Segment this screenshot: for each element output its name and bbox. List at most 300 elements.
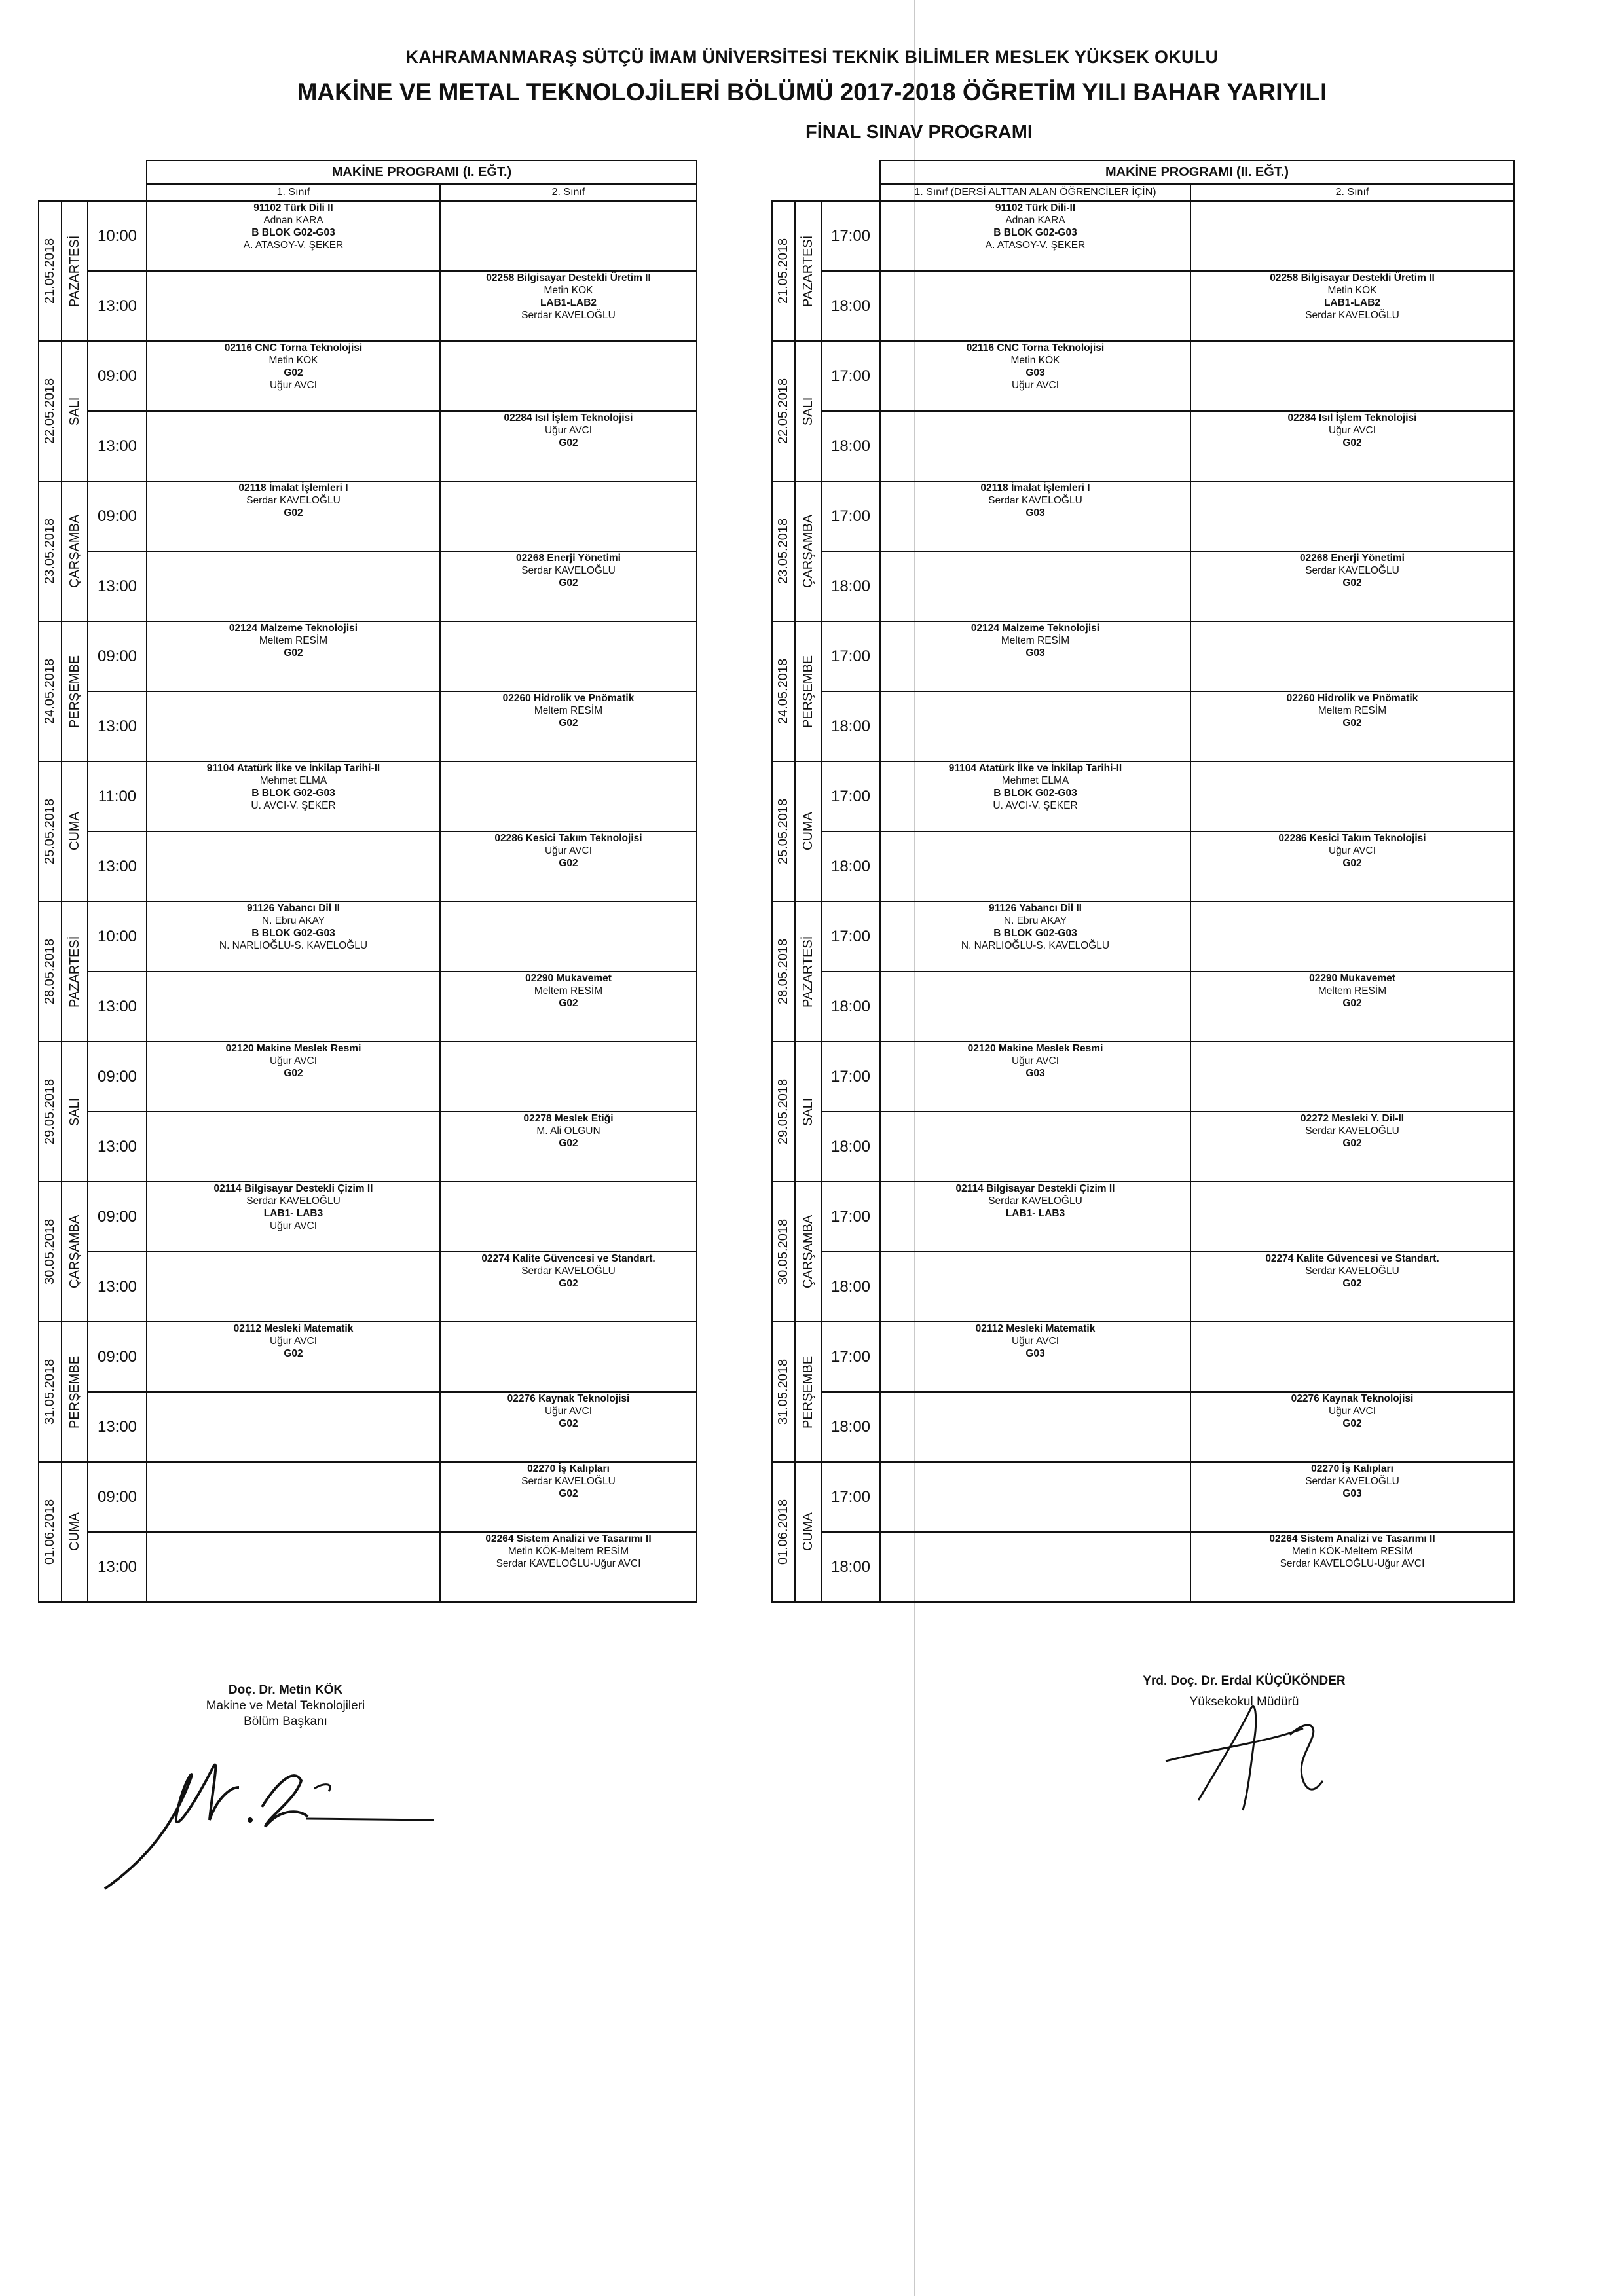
exam-detail-line: Uğur AVCI <box>1328 1406 1376 1417</box>
course-name: 02286 Kesici Takım Teknolojisi <box>494 833 642 844</box>
exam-day-cell <box>62 341 88 481</box>
exam-time: 17:00 <box>821 201 880 271</box>
exam-date-cell <box>39 201 62 341</box>
class-1-exam-cell <box>880 761 1190 831</box>
exam-time: 18:00 <box>821 972 880 1042</box>
exam-detail-line: Meltem RESİM <box>259 635 328 646</box>
class-1-exam-cell <box>147 1322 440 1392</box>
exam-date-cell <box>39 1322 62 1462</box>
exam-detail-line: U. AVCI-V. ŞEKER <box>993 800 1078 811</box>
class-2-exam-cell <box>1190 621 1514 691</box>
exam-date: 25.05.2018 <box>776 798 790 865</box>
table-row <box>39 551 697 621</box>
exam-detail-line: LAB1-LAB2 <box>540 297 597 308</box>
course-name: 02268 Enerji Yönetimi <box>1300 553 1405 564</box>
exam-date: 21.05.2018 <box>776 238 790 304</box>
exam-date: 23.05.2018 <box>776 518 790 585</box>
exam-date-cell <box>772 902 795 1042</box>
exam-time: 18:00 <box>821 1112 880 1182</box>
table-row <box>39 271 697 341</box>
exam-time: 18:00 <box>821 1252 880 1322</box>
exam-detail-line: Metin KÖK <box>1010 355 1060 366</box>
exam-date: 22.05.2018 <box>776 378 790 445</box>
exam-time: 13:00 <box>88 1532 147 1602</box>
exam-detail-line: G03 <box>1025 1068 1045 1079</box>
exam-detail-line: B BLOK G02-G03 <box>251 788 335 799</box>
course-name: 02116 CNC Torna Teknolojisi <box>966 342 1105 354</box>
class-1-exam-cell <box>880 902 1190 972</box>
exam-time: 09:00 <box>88 621 147 691</box>
handwritten-signature-left <box>98 1741 439 1899</box>
exam-detail-line: Serdar KAVELOĞLU <box>246 1195 341 1207</box>
class-2-exam-cell <box>440 761 697 831</box>
exam-time: 09:00 <box>88 481 147 551</box>
class-2-exam-cell <box>440 551 697 621</box>
class-1-exam-cell <box>147 1532 440 1602</box>
exam-detail-line: Serdar KAVELOĞLU <box>1305 310 1399 321</box>
exam-detail-line: Metin KÖK-Meltem RESİM <box>507 1546 629 1557</box>
class-1-exam-cell <box>880 831 1190 902</box>
exam-date-cell <box>772 1462 795 1602</box>
table-row <box>39 341 697 411</box>
exam-detail-line: Mehmet ELMA <box>259 775 327 786</box>
exam-time: 18:00 <box>821 1392 880 1462</box>
exam-time: 17:00 <box>821 621 880 691</box>
table-row <box>772 271 1514 341</box>
exam-time: 09:00 <box>88 341 147 411</box>
exam-day-cell <box>795 902 821 1042</box>
exam-detail-line: G02 <box>284 367 303 378</box>
exam-date-cell <box>772 1322 795 1462</box>
exam-detail-line: G03 <box>1342 1488 1362 1499</box>
course-name: 02278 Meslek Etiği <box>523 1113 614 1124</box>
exam-detail-line: G03 <box>1025 647 1045 659</box>
signatory-name: Yrd. Doç. Dr. Erdal KÜÇÜKÖNDER <box>1143 1674 1346 1688</box>
exam-detail-line: Uğur AVCI <box>269 1336 318 1347</box>
exam-time: 09:00 <box>88 1182 147 1252</box>
exam-detail-line: Uğur AVCI <box>1011 1336 1060 1347</box>
course-name: 91102 Türk Dili-II <box>995 202 1076 213</box>
class-1-exam-cell <box>880 1322 1190 1392</box>
exam-day-cell <box>62 481 88 621</box>
exam-time: 13:00 <box>88 551 147 621</box>
program-header: MAKİNE PROGRAMI (II. EĞT.) <box>880 160 1514 184</box>
exam-detail-line: G02 <box>284 507 303 519</box>
exam-detail-line: Meltem RESİM <box>1318 705 1387 716</box>
exam-time: 09:00 <box>88 1462 147 1532</box>
class-1-exam-cell <box>880 621 1190 691</box>
exam-time: 18:00 <box>821 271 880 341</box>
course-name: 02124 Malzeme Teknolojisi <box>970 623 1100 634</box>
exam-date-cell <box>39 902 62 1042</box>
exam-detail-line: Adnan KARA <box>263 215 323 226</box>
course-name: 02270 İş Kalıpları <box>527 1463 610 1474</box>
exam-day-cell <box>795 761 821 902</box>
exam-day: PERŞEMBE <box>800 1355 815 1429</box>
exam-detail-line: Uğur AVCI <box>544 1406 593 1417</box>
course-name: 02276 Kaynak Teknolojisi <box>1291 1393 1414 1404</box>
class-2-exam-cell <box>1190 341 1514 411</box>
exam-day-cell <box>795 1182 821 1322</box>
class-2-exam-cell <box>440 271 697 341</box>
class-1-exam-cell <box>880 1042 1190 1112</box>
exam-day-cell <box>62 902 88 1042</box>
exam-day-cell <box>795 1462 821 1602</box>
class-2-exam-cell <box>1190 902 1514 972</box>
exam-day: PAZARTESİ <box>800 936 815 1008</box>
exam-detail-line: Serdar KAVELOĞLU <box>1305 565 1399 576</box>
exam-detail-line: G02 <box>284 647 303 659</box>
exam-detail-line: Uğur AVCI <box>269 380 318 391</box>
table-row <box>39 201 697 271</box>
exam-detail-line: B BLOK G02-G03 <box>993 227 1077 238</box>
exam-day: SALI <box>67 397 82 426</box>
exam-date: 24.05.2018 <box>43 658 57 725</box>
class-2-exam-cell <box>440 1042 697 1112</box>
exam-detail-line: G02 <box>559 1488 578 1499</box>
exam-detail-line: G02 <box>284 1348 303 1359</box>
exam-day-cell <box>62 1182 88 1322</box>
table-row <box>772 902 1514 972</box>
class-1-exam-cell <box>147 1392 440 1462</box>
exam-date: 28.05.2018 <box>43 938 57 1005</box>
class-1-exam-cell <box>147 1112 440 1182</box>
exam-detail-line: Adnan KARA <box>1005 215 1065 226</box>
exam-time: 17:00 <box>821 902 880 972</box>
exam-detail-line: U. AVCI-V. ŞEKER <box>251 800 336 811</box>
exam-detail-line: Serdar KAVELOĞLU-Uğur AVCI <box>1280 1558 1425 1569</box>
class-2-exam-cell <box>1190 1392 1514 1462</box>
table-row <box>772 831 1514 902</box>
course-name: 02284 Isıl İşlem Teknolojisi <box>1287 412 1417 424</box>
exam-date-cell <box>772 201 795 341</box>
exam-detail-line: Meltem RESİM <box>1318 985 1387 996</box>
course-name: 02120 Makine Meslek Resmi <box>967 1043 1103 1054</box>
exam-day-cell <box>795 481 821 621</box>
signatory-title: Bölüm Başkanı <box>244 1715 327 1728</box>
course-name: 02118 İmalat İşlemleri I <box>238 483 348 494</box>
course-name: 02276 Kaynak Teknolojisi <box>507 1393 630 1404</box>
exam-detail-line: G02 <box>559 718 578 729</box>
exam-detail-line: Serdar KAVELOĞLU <box>1305 1476 1399 1487</box>
class-1-exam-cell <box>147 691 440 761</box>
exam-detail-line: LAB1- LAB3 <box>1005 1208 1065 1219</box>
table-corner-blank <box>39 184 147 201</box>
exam-date-cell <box>39 761 62 902</box>
exam-time: 11:00 <box>88 761 147 831</box>
exam-detail-line: Serdar KAVELOĞLU <box>1305 1125 1399 1137</box>
class-1-exam-cell <box>147 341 440 411</box>
class-1-exam-cell <box>147 411 440 481</box>
table-row <box>39 761 697 831</box>
table-row <box>772 621 1514 691</box>
exam-date: 25.05.2018 <box>43 798 57 865</box>
exam-detail-line: Metin KÖK-Meltem RESİM <box>1291 1546 1413 1557</box>
exam-day-cell <box>795 201 821 341</box>
class-1-exam-cell <box>147 1042 440 1112</box>
exam-date-cell <box>772 761 795 902</box>
exam-detail-line: A. ATASOY-V. ŞEKER <box>243 240 344 251</box>
exam-time: 13:00 <box>88 1112 147 1182</box>
exam-day-cell <box>795 621 821 761</box>
exam-detail-line: Metin KÖK <box>268 355 318 366</box>
exam-date: 22.05.2018 <box>43 378 57 445</box>
class-1-exam-cell <box>147 271 440 341</box>
exam-day-cell <box>62 621 88 761</box>
table-row <box>772 1532 1514 1602</box>
exam-date: 29.05.2018 <box>776 1078 790 1145</box>
exam-detail-line: A. ATASOY-V. ŞEKER <box>985 240 1086 251</box>
table-row <box>39 902 697 972</box>
signatory-title: Makine ve Metal Teknolojileri <box>206 1699 365 1713</box>
exam-date-cell <box>772 481 795 621</box>
class-2-exam-cell <box>1190 1322 1514 1392</box>
course-name: 91126 Yabancı Dil II <box>247 903 340 914</box>
course-name: 02260 Hidrolik ve Pnömatik <box>1286 693 1418 704</box>
table-row <box>772 1252 1514 1322</box>
exam-day-cell <box>62 761 88 902</box>
exam-program-title: FİNAL SINAV PROGRAMI <box>805 122 1033 143</box>
exam-detail-line: G02 <box>1342 1138 1362 1149</box>
exam-detail-line: B BLOK G02-G03 <box>993 788 1077 799</box>
class-1-exam-cell <box>147 831 440 902</box>
exam-detail-line: G02 <box>1342 437 1362 448</box>
signature-block-department-head <box>155 1683 416 1730</box>
exam-detail-line: Serdar KAVELOĞLU <box>521 565 616 576</box>
exam-time: 18:00 <box>821 831 880 902</box>
table-row <box>772 1392 1514 1462</box>
class-2-exam-cell <box>1190 1112 1514 1182</box>
exam-time: 17:00 <box>821 1462 880 1532</box>
exam-time: 10:00 <box>88 902 147 972</box>
exam-detail-line: G03 <box>1025 1348 1045 1359</box>
schedule-table-second-education <box>771 160 1515 1603</box>
class-2-exam-cell <box>440 831 697 902</box>
exam-detail-line: G02 <box>559 1138 578 1149</box>
exam-day: PERŞEMBE <box>67 655 82 728</box>
class-1-exam-cell <box>880 341 1190 411</box>
class-1-exam-cell <box>880 1182 1190 1252</box>
class-2-exam-cell <box>1190 551 1514 621</box>
course-name: 02272 Mesleki Y. Dil-II <box>1300 1113 1405 1124</box>
course-name: 02264 Sistem Analizi ve Tasarımı II <box>1269 1533 1435 1544</box>
exam-time: 13:00 <box>88 1252 147 1322</box>
class-2-exam-cell <box>440 1182 697 1252</box>
course-name: 02264 Sistem Analizi ve Tasarımı II <box>485 1533 652 1544</box>
exam-date: 31.05.2018 <box>43 1358 57 1425</box>
table-row <box>39 621 697 691</box>
exam-detail-line: G02 <box>1342 577 1362 589</box>
exam-detail-line: Serdar KAVELOĞLU <box>988 1195 1082 1207</box>
exam-detail-line: B BLOK G02-G03 <box>251 227 335 238</box>
exam-detail-line: Uğur AVCI <box>269 1055 318 1066</box>
table-row <box>772 1112 1514 1182</box>
course-name: 02268 Enerji Yönetimi <box>516 553 621 564</box>
exam-detail-line: Mehmet ELMA <box>1001 775 1069 786</box>
class-2-exam-cell <box>440 902 697 972</box>
course-name: 02124 Malzeme Teknolojisi <box>229 623 358 634</box>
class-1-exam-cell <box>880 271 1190 341</box>
exam-detail-line: G03 <box>1025 367 1045 378</box>
exam-date-cell <box>772 621 795 761</box>
exam-detail-line: N. NARLIOĞLU-S. KAVELOĞLU <box>219 940 368 951</box>
exam-date: 01.06.2018 <box>776 1499 790 1565</box>
course-name: 02118 İmalat İşlemleri I <box>980 483 1090 494</box>
course-name: 91126 Yabancı Dil II <box>989 903 1082 914</box>
table-row <box>39 1322 697 1392</box>
class-1-exam-cell <box>880 1532 1190 1602</box>
exam-day: SALI <box>67 1097 82 1126</box>
exam-date-cell <box>772 341 795 481</box>
course-name: 02112 Mesleki Matematik <box>233 1323 354 1334</box>
exam-date-cell <box>39 481 62 621</box>
exam-time: 10:00 <box>88 201 147 271</box>
exam-detail-line: N. NARLIOĞLU-S. KAVELOĞLU <box>961 940 1110 951</box>
institution-name: KAHRAMANMARAŞ SÜTÇÜ İMAM ÜNİVERSİTESİ TEKNİK BİLİMLER MESLEK YÜKSEK OKULU <box>405 47 1219 67</box>
exam-date: 31.05.2018 <box>776 1358 790 1425</box>
class-2-exam-cell <box>440 1462 697 1532</box>
exam-date: 30.05.2018 <box>43 1218 57 1285</box>
class-1-exam-cell <box>880 972 1190 1042</box>
exam-date: 29.05.2018 <box>43 1078 57 1145</box>
class-2-exam-cell <box>440 1322 697 1392</box>
table-row <box>39 411 697 481</box>
exam-detail-line: Uğur AVCI <box>1011 1055 1060 1066</box>
table-row <box>39 691 697 761</box>
exam-detail-line: Uğur AVCI <box>544 845 593 856</box>
exam-detail-line: M. Ali OLGUN <box>536 1125 600 1137</box>
exam-date: 24.05.2018 <box>776 658 790 725</box>
class-2-exam-cell <box>440 1532 697 1602</box>
class-2-exam-cell <box>440 1252 697 1322</box>
table-row <box>39 1112 697 1182</box>
course-name: 02120 Makine Meslek Resmi <box>225 1043 361 1054</box>
course-name: 02260 Hidrolik ve Pnömatik <box>502 693 635 704</box>
class-1-exam-cell <box>880 1462 1190 1532</box>
exam-day: CUMA <box>67 1512 82 1552</box>
exam-time: 17:00 <box>821 1042 880 1112</box>
class-1-exam-cell <box>147 1182 440 1252</box>
exam-detail-line: G02 <box>1342 858 1362 869</box>
table-row <box>39 1182 697 1252</box>
exam-detail-line: Meltem RESİM <box>534 985 603 996</box>
exam-day: CUMA <box>67 812 82 851</box>
exam-detail-line: G02 <box>1342 718 1362 729</box>
exam-day: ÇARŞAMBA <box>800 1214 815 1289</box>
exam-day: PAZARTESİ <box>67 936 82 1008</box>
exam-day: ÇARŞAMBA <box>67 1214 82 1289</box>
exam-time: 13:00 <box>88 411 147 481</box>
exam-time: 13:00 <box>88 1392 147 1462</box>
exam-date: 23.05.2018 <box>43 518 57 585</box>
class-1-exam-cell <box>880 481 1190 551</box>
class-1-exam-cell <box>147 902 440 972</box>
course-name: 02290 Mukavemet <box>525 973 612 984</box>
exam-day: SALI <box>800 397 815 426</box>
table-row <box>772 551 1514 621</box>
course-name: 02258 Bilgisayar Destekli Üretim II <box>486 272 651 283</box>
class-1-exam-cell <box>147 1252 440 1322</box>
table-row <box>772 481 1514 551</box>
exam-day-cell <box>62 1462 88 1602</box>
exam-day: ÇARŞAMBA <box>800 514 815 589</box>
exam-date-cell <box>39 341 62 481</box>
exam-date-cell <box>772 1042 795 1182</box>
table-row <box>772 761 1514 831</box>
table-row <box>772 691 1514 761</box>
exam-day-cell <box>62 1042 88 1182</box>
exam-detail-line: Serdar KAVELOĞLU <box>521 1476 616 1487</box>
class-1-exam-cell <box>147 551 440 621</box>
exam-detail-line: N. Ebru AKAY <box>1003 915 1067 926</box>
exam-day: PERŞEMBE <box>800 655 815 728</box>
class-1-exam-cell <box>880 1392 1190 1462</box>
table-row <box>39 481 697 551</box>
class-1-exam-cell <box>147 1462 440 1532</box>
department-title: MAKİNE VE METAL TEKNOLOJİLERİ BÖLÜMÜ 2017-2018 ÖĞRETİM YILI BAHAR YARIYILI <box>297 79 1327 105</box>
exam-time: 18:00 <box>821 551 880 621</box>
exam-date: 28.05.2018 <box>776 938 790 1005</box>
class-2-exam-cell <box>440 411 697 481</box>
class-2-exam-cell <box>1190 411 1514 481</box>
class-2-exam-cell <box>1190 1252 1514 1322</box>
class-1-exam-cell <box>880 201 1190 271</box>
exam-detail-line: Serdar KAVELOĞLU-Uğur AVCI <box>496 1558 641 1569</box>
course-name: 91104 Atatürk İlke ve İnkilap Tarihi-II <box>948 763 1122 774</box>
class-1-exam-cell <box>880 551 1190 621</box>
exam-day: CUMA <box>800 812 815 851</box>
table-corner-blank <box>39 160 147 184</box>
class-2-exam-cell <box>1190 1532 1514 1602</box>
table-row <box>39 1252 697 1322</box>
class-2-exam-cell <box>1190 271 1514 341</box>
exam-time: 18:00 <box>821 691 880 761</box>
class-2-exam-cell <box>1190 1462 1514 1532</box>
exam-day-cell <box>795 1322 821 1462</box>
class-2-exam-cell <box>440 691 697 761</box>
exam-detail-line: G02 <box>559 437 578 448</box>
table-row <box>772 1042 1514 1112</box>
exam-detail-line: Uğur AVCI <box>1011 380 1060 391</box>
class-2-exam-cell <box>440 201 697 271</box>
course-name: 02270 İş Kalıpları <box>1311 1463 1393 1474</box>
exam-day: CUMA <box>800 1512 815 1552</box>
handwritten-signature-right <box>1139 1683 1356 1813</box>
exam-date-cell <box>39 621 62 761</box>
exam-detail-line: G02 <box>559 577 578 589</box>
exam-detail-line: B BLOK G02-G03 <box>251 928 335 939</box>
exam-time: 17:00 <box>821 481 880 551</box>
exam-detail-line: LAB1-LAB2 <box>1323 297 1381 308</box>
exam-time: 13:00 <box>88 831 147 902</box>
class-1-exam-cell <box>880 1252 1190 1322</box>
table-row <box>39 1532 697 1602</box>
exam-day: PAZARTESİ <box>800 235 815 307</box>
exam-time: 13:00 <box>88 691 147 761</box>
table-row <box>772 972 1514 1042</box>
class-2-exam-cell <box>1190 761 1514 831</box>
schedule-table-first-education <box>38 160 697 1603</box>
table-row <box>772 1462 1514 1532</box>
course-name: 02258 Bilgisayar Destekli Üretim II <box>1270 272 1435 283</box>
exam-day-cell <box>62 1322 88 1462</box>
program-header: MAKİNE PROGRAMI (I. EĞT.) <box>147 160 697 184</box>
exam-date-cell <box>772 1182 795 1322</box>
class-1-exam-cell <box>880 691 1190 761</box>
class-1-exam-cell <box>880 411 1190 481</box>
exam-time: 17:00 <box>821 1322 880 1392</box>
exam-day: PERŞEMBE <box>67 1355 82 1429</box>
